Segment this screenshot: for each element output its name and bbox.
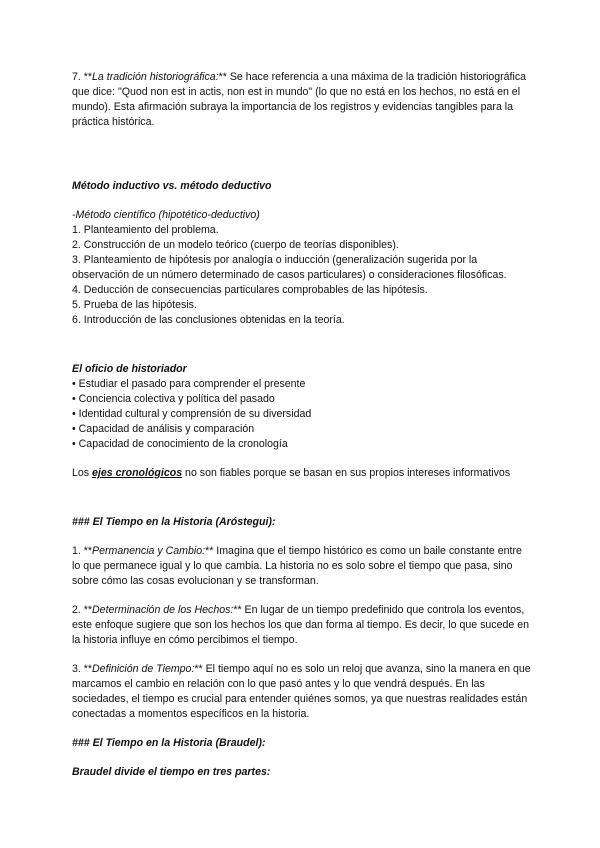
ejes-before: Los <box>72 467 93 479</box>
item-title: La tradición historiográfica: <box>92 71 219 83</box>
item-prefix: 2. ** <box>72 604 93 616</box>
list-item: • Capacidad de análisis y comparación <box>72 423 255 435</box>
item-marker: ** <box>205 545 214 557</box>
ejes-after: no son fiables porque se basan en sus propios intereses informativos <box>182 467 511 479</box>
item-text: En lugar de un tiempo predefinido que controla los eventos, este enfoque sugiere que son los hechos los que dan forma al tiempo. Es decir, lo que sucede en la historia influye en cómo percibimos el tiempo. <box>72 604 530 646</box>
item-marker: ** <box>218 71 227 83</box>
list-item: 1. Planteamiento del problema. <box>72 224 219 236</box>
item-marker: ** <box>194 663 203 675</box>
list-item: 5. Prueba de las hipótesis. <box>72 299 197 311</box>
item-marker: ** <box>233 604 242 616</box>
paragraph-definicion <box>72 662 532 722</box>
subheading-braudel: Braudel divide el tiempo en tres partes: <box>72 766 271 778</box>
list-item: 6. Introducción de las conclusiones obtenidas en la teoría. <box>72 314 345 326</box>
heading-metodo: Método inductivo vs. método deductivo <box>72 180 272 192</box>
list-item: 3. Planteamiento de hipótesis por analogía o inducción (generalización sugerida por la observación de un número determinado de casos particulares) o consideraciones filosóficas. <box>72 254 507 281</box>
paragraph-ejes <box>72 466 532 481</box>
item-text: Imagina que el tiempo histórico es como un baile constante entre lo que permanece igual y lo que cambia. La historia no es solo sobre el tiempo que pasa, sino sobre cómo las cosas evolucionan y se transforman. <box>72 545 522 587</box>
subheading-metodo-cientifico: -Método científico (hipotético-deductivo) <box>72 209 260 221</box>
list-item: • Capacidad de conocimiento de la cronología <box>72 438 288 450</box>
item-prefix: 1. ** <box>72 545 93 557</box>
paragraph-tradicion <box>72 70 532 130</box>
paragraph-determinacion <box>72 603 532 648</box>
metodo-section <box>72 208 532 328</box>
heading-braudel: ### El Tiempo en la Historia (Braudel): <box>72 737 266 749</box>
item-title: Determinación de los Hechos: <box>92 604 234 616</box>
oficio-section <box>72 362 532 452</box>
item-text: El tiempo aquí no es solo un reloj que avanza, sino la manera en que marcamos el cambio en relación con lo que pasó antes y lo que vendrá después. En las sociedades, el tiempo es crucial para entender quiénes somos, ya que nuestras realidades están conectadas a momentos específicos en la historia. <box>72 663 531 720</box>
document-content <box>72 70 532 780</box>
item-title: Definición de Tiempo: <box>92 663 195 675</box>
list-item: • Estudiar el pasado para comprender el presente <box>72 378 306 390</box>
list-item: 4. Deducción de consecuencias particulares comprobables de las hipótesis. <box>72 284 428 296</box>
paragraph-permanencia <box>72 544 532 589</box>
heading-oficio: El oficio de historiador <box>72 363 187 375</box>
list-item: • Identidad cultural y comprensión de su diversidad <box>72 408 312 420</box>
item-prefix: 3. ** <box>72 663 93 675</box>
list-item: 2. Construcción de un modelo teórico (cuerpo de teorías disponibles). <box>72 239 399 251</box>
oficio-bullet-list <box>72 377 532 452</box>
item-title: Permanencia y Cambio: <box>92 545 206 557</box>
heading-arostegui: ### El Tiempo en la Historia (Aróstegui): <box>72 516 276 528</box>
list-item: • Conciencia colectiva y política del pasado <box>72 393 275 405</box>
item-text: Se hace referencia a una máxima de la tradición historiográfica que dice: "Quod non est in actis, non est in mundo" (lo que no está en los hechos, no está en el mundo). Esta afirmación subraya la importancia de los registros y evidencias tangibles para la práctica histórica. <box>72 71 527 128</box>
ejes-term: ejes cronológicos <box>92 467 183 479</box>
metodo-steps-list <box>72 223 532 328</box>
item-prefix: 7. ** <box>72 71 93 83</box>
